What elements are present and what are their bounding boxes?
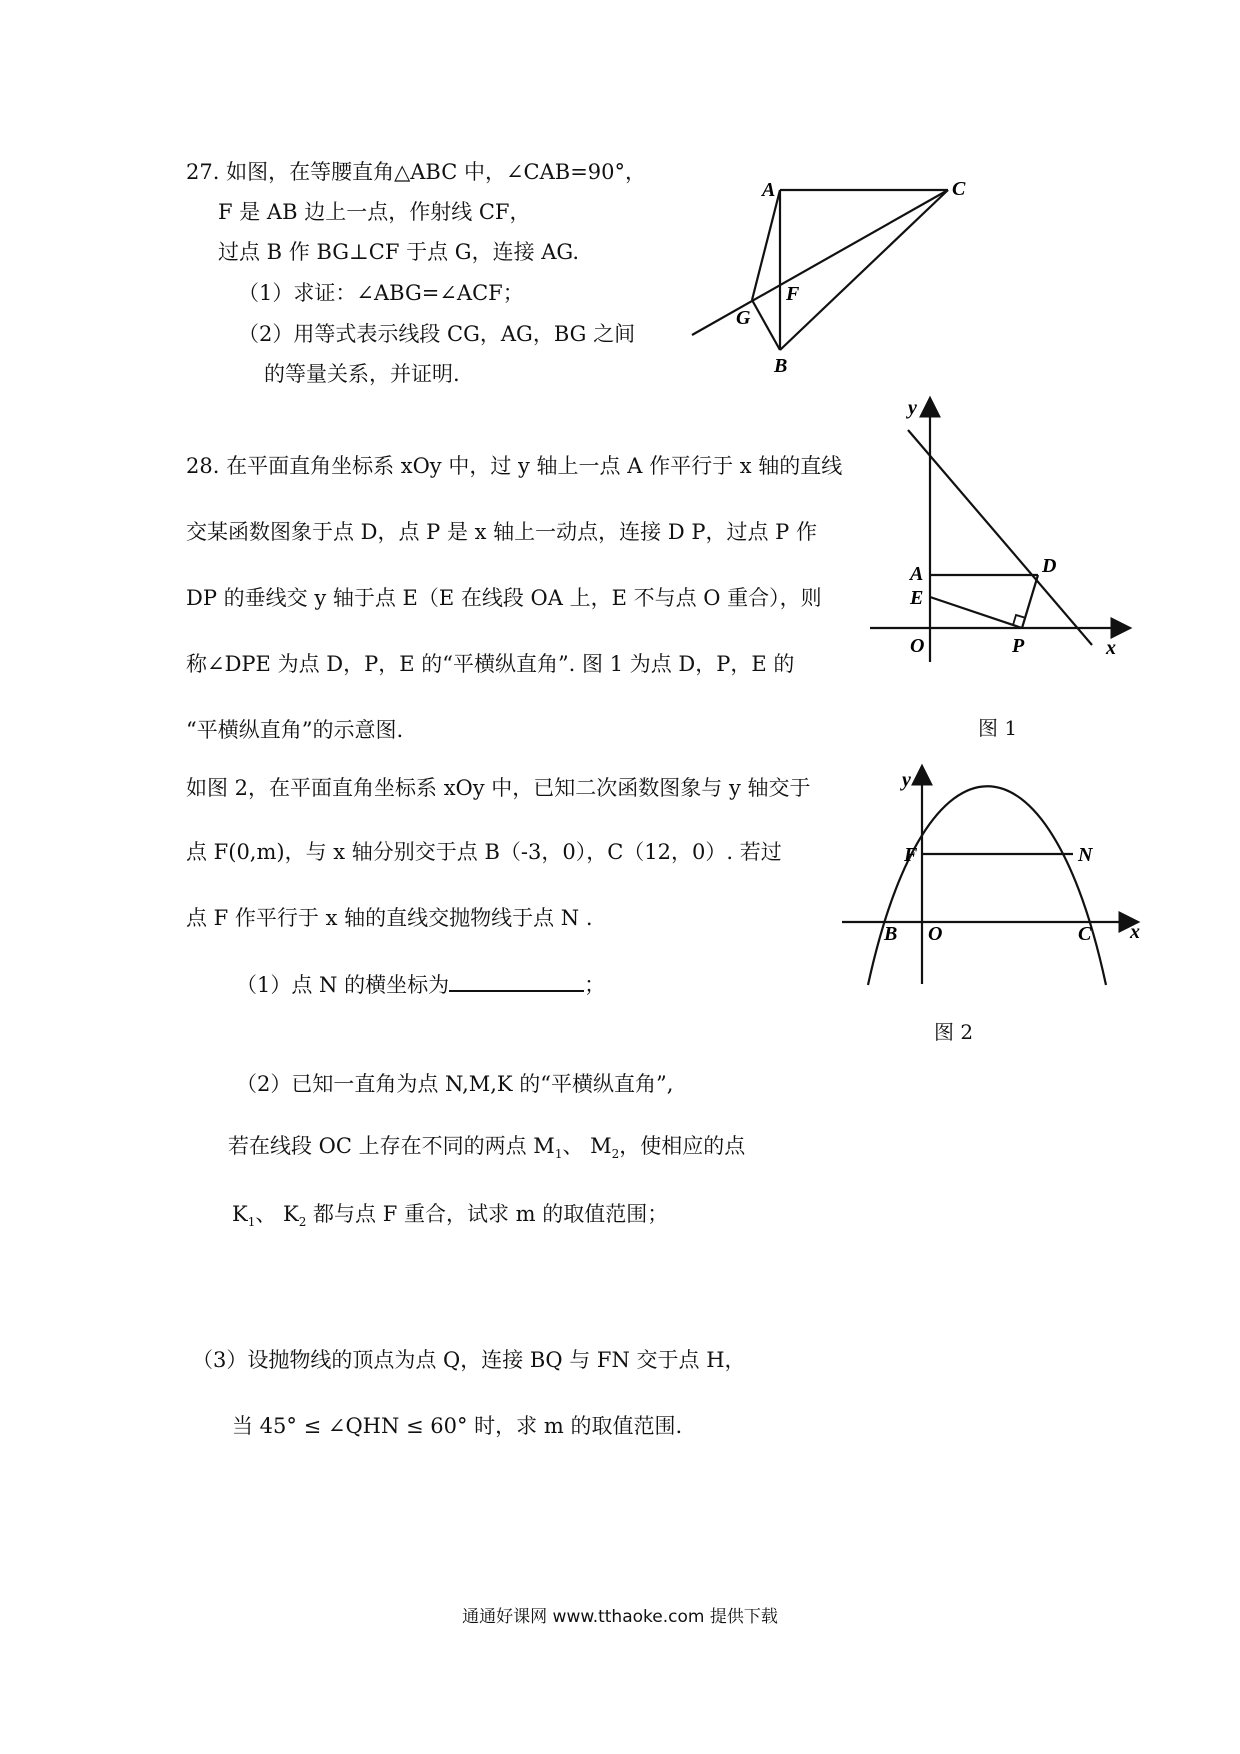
q28-part2b-text2: 、 M: [562, 1134, 612, 1158]
q28-part2b-text3: ，使相应的点: [619, 1134, 746, 1158]
fig27-label-f: F: [786, 283, 800, 305]
fig1-label-e: E: [910, 587, 924, 609]
figure-1-coordinate: [860, 390, 1140, 670]
fig1-label-p: P: [1012, 635, 1025, 657]
subscript-2: 2: [298, 1215, 307, 1230]
fig2-label-y: y: [902, 769, 911, 791]
figure-2-parabola: [836, 762, 1156, 992]
fig27-label-a: A: [762, 179, 776, 201]
q27-line2: F 是 AB 边上一点，作射线 CF，: [218, 200, 531, 224]
fig1-label-a: A: [910, 563, 924, 585]
fig2-label-n: N: [1078, 844, 1093, 866]
q27-line1: 27. 如图，在等腰直角△ABC 中，∠CAB=90°，: [186, 160, 647, 184]
fig1-label-x: x: [1106, 637, 1116, 659]
q28-part1: [236, 972, 605, 998]
q27-part1: （1）求证：∠ABG=∠ACF；: [238, 281, 524, 305]
figure-27-triangle: [680, 160, 980, 380]
q28-line6: 如图 2，在平面直角坐标系 xOy 中，已知二次函数图象与 y 轴交于: [186, 776, 811, 800]
fig1-label-d: D: [1042, 555, 1057, 577]
q28-part2c-text3: 都与点 F 重合，试求 m 的取值范围；: [306, 1202, 669, 1226]
subscript-2: 2: [611, 1147, 620, 1162]
q28-line7: 点 F(0,m)，与 x 轴分别交于点 B（-3，0），C（12，0）. 若过: [186, 840, 782, 864]
q28-part2c: [232, 1202, 668, 1230]
subscript-1: 1: [247, 1215, 256, 1230]
q27-part2b: 的等量关系，并证明.: [264, 362, 460, 386]
fig2-label-x: x: [1130, 921, 1140, 943]
q28-line2: 交某函数图象于点 D，点 P 是 x 轴上一动点，连接 D P，过点 P 作: [186, 520, 817, 544]
fig1-label-y: y: [908, 397, 917, 419]
q28-part1-end: ；: [584, 973, 606, 997]
q27-line3: 过点 B 作 BG⊥CF 于点 G，连接 AG.: [218, 240, 580, 264]
fig1-label-o: O: [910, 635, 925, 657]
figure-1-caption: 图 1: [978, 716, 1018, 740]
q27-part2a: （2）用等式表示线段 CG，AG，BG 之间: [238, 322, 636, 346]
q28-part1-text: （1）点 N 的横坐标为: [236, 973, 450, 997]
fig2-label-f: F: [904, 844, 918, 866]
fig27-label-c: C: [952, 178, 966, 200]
fig2-label-c: C: [1078, 923, 1092, 945]
q28-part2b: [228, 1134, 745, 1162]
answer-blank: [449, 972, 584, 992]
subscript-1: 1: [554, 1147, 563, 1162]
fig27-label-g: G: [736, 307, 751, 329]
q28-line5: “平横纵直角”的示意图.: [186, 718, 404, 742]
q28-line4: 称∠DPE 为点 D，P，E 的“平横纵直角”. 图 1 为点 D，P，E 的: [186, 652, 795, 676]
fig27-label-b: B: [774, 355, 788, 377]
q28-line8: 点 F 作平行于 x 轴的直线交抛物线于点 N .: [186, 906, 593, 930]
page-footer: 通通好课网 www.tthaoke.com 提供下载: [462, 1607, 778, 1627]
q28-part2b-text1: 若在线段 OC 上存在不同的两点 M: [228, 1134, 555, 1158]
q28-part2a: （2）已知一直角为点 N,M,K 的“平横纵直角”,: [236, 1072, 674, 1096]
q28-part2c-text2: 、 K: [255, 1202, 299, 1226]
q28-line1: 28. 在平面直角坐标系 xOy 中，过 y 轴上一点 A 作平行于 x 轴的直线: [186, 454, 843, 478]
q28-part2c-text1: K: [232, 1202, 248, 1226]
figure-2-caption: 图 2: [934, 1020, 974, 1044]
q28-part3a: （3）设抛物线的顶点为点 Q，连接 BQ 与 FN 交于点 H，: [192, 1348, 746, 1372]
q28-part3b: 当 45° ≤ ∠QHN ≤ 60° 时，求 m 的取值范围.: [232, 1414, 683, 1438]
fig2-label-b: B: [884, 923, 898, 945]
q28-line3: DP 的垂线交 y 轴于点 E（E 在线段 OA 上，E 不与点 O 重合），则: [186, 586, 822, 610]
fig2-label-o: O: [928, 923, 943, 945]
